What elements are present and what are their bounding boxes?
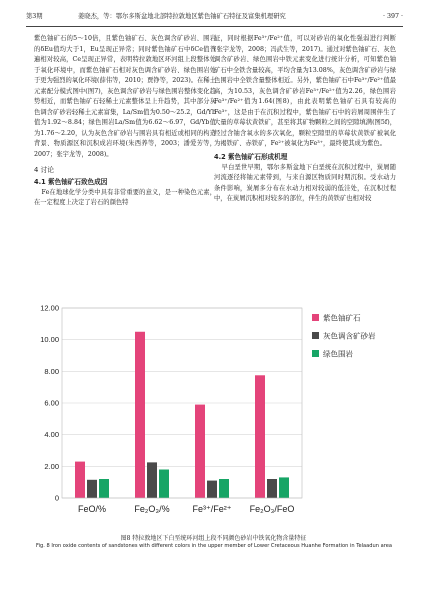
legend-label: 灰色调含矿砂岩 bbox=[323, 331, 376, 341]
section-heading: 4 讨论 bbox=[34, 165, 55, 174]
legend-label: 紫色铀矿石 bbox=[323, 313, 361, 323]
bar bbox=[87, 480, 97, 498]
legend-swatch bbox=[312, 332, 319, 339]
bar bbox=[195, 405, 205, 498]
bar bbox=[135, 332, 145, 498]
running-header bbox=[26, 12, 403, 27]
y-tick-label: 10.00 bbox=[40, 335, 59, 345]
bar bbox=[219, 479, 229, 498]
bar bbox=[75, 462, 85, 498]
bar bbox=[207, 481, 217, 498]
legend-swatch bbox=[312, 350, 319, 357]
x-tick-label: Fe³⁺/Fe²⁺ bbox=[192, 504, 232, 514]
chart-legend bbox=[312, 313, 376, 359]
y-tick-label: 0 bbox=[54, 493, 59, 503]
x-tick-label: Fe₂O₃/% bbox=[134, 504, 170, 514]
bar bbox=[99, 479, 109, 498]
running-title: 姜晓杰，等：鄂尔多斯盆地北部特拉敦地区紫色铀矿石特征及富集机理研究 bbox=[78, 13, 286, 20]
bar bbox=[267, 479, 277, 498]
paragraph: 征，同时根据Fe³⁺/Fe²⁺值，可以对砂岩的氧化性强弱进行判断(张宇龙等，2008；冯武生等，2017)。通过对紫色铀矿石、灰色调含矿砂岩、绿色围岩中铁元素变化进行统计分析，可知紫色铀矿石中全铁含量较高，平均含量为13.08%，灰色调含矿砂岩与绿色围岩中全铁含量整体相近。另外，紫色铀矿石中Fe³⁺/Fe²⁺值最高，为10.53，灰色调含矿砂岩Fe³⁺/Fe²⁺值为2.26，绿色围岩Fe³⁺/Fe²⁺值为1.64(图8)，由此表明紫色铀矿石具有较高的Fe³⁺，这是由于在沉积过程中，紫色铀矿石中的岩屑周围伴生了大量的草莓状黄铁矿，甚至将其矿物颗粒之间的空隙填满(图5f)，经过含铀含氧水的多次氧化，颗粒空隙里的草莓状黄铁矿被氧化为褐铁矿、赤铁矿，Fe²⁺被氧化为Fe³⁺，最终使其成为紫色。 bbox=[214, 35, 396, 148]
y-tick-label: 12.00 bbox=[40, 303, 59, 313]
bar bbox=[159, 470, 169, 499]
chart-grid bbox=[62, 308, 302, 498]
x-tick-label: FeO/% bbox=[77, 504, 107, 514]
bar bbox=[279, 477, 289, 498]
bar bbox=[147, 462, 157, 498]
issue-number: 第3期 bbox=[26, 13, 43, 20]
x-tick-label: Fe₂O₃/FeO bbox=[249, 504, 295, 514]
y-tick-label: 8.00 bbox=[44, 366, 59, 376]
y-tick-label: 6.00 bbox=[44, 398, 59, 408]
legend-label: 绿色围岩 bbox=[323, 349, 353, 359]
paragraph: Fe在地球化学分类中具有非常重要的意义，是一种染色元素，在一定程度上决定了岩石的颜色特 bbox=[34, 188, 216, 207]
subsection-heading: 4.1 紫色铀矿石致色成因 bbox=[34, 178, 108, 187]
legend-swatch bbox=[312, 314, 319, 321]
iron-oxide-bar-chart bbox=[34, 300, 399, 530]
y-tick-label: 2.00 bbox=[44, 461, 59, 471]
paragraph: 早白垩世早期，鄂尔多斯盆地下白垩统在沉积过程中，炭屑随河流逐径将铀元素带到，与来自源区物质同时期沉积。受水动力条件影响，炭屑多分布在水动力相对较弱的低洼处，在沉积过程中，在炭屑沉积相对较多的部位，伴生的黄铁矿也相对较 bbox=[214, 163, 396, 203]
page-number: · 397 · bbox=[382, 13, 403, 20]
y-tick-label: 4.00 bbox=[44, 430, 59, 440]
figure-caption-cn: 图8 特拉敦地区下白垩统环河组上段不同颜色砂岩中铁氧化物含量特征 bbox=[120, 535, 307, 542]
right-column bbox=[214, 34, 396, 205]
paragraph: 紫色铀矿石的5～10倍，且紫色铀矿石、灰色调含矿砂岩、围岩的δEu值均大于1，Eu呈现正异常；同时紫色铀矿石中δCe值普遍相对较高，Ce呈现正异常，表明特拉敦地区环河组上段整体处于氧化环境中，而紫色铀矿石相对灰色调含矿砂岩、绿色围岩处于更为强烈的氧化环境(薛伟等，2010；贾铮等，2023)。在稀土元素配分模式图中(图7)，灰色调含矿砂岩与绿色围岩整体变化趋势相近，而紫色铀矿石轻稀土元素整体呈上升趋势，其中部分灰色调含矿砂岩轻稀土元素富集，La/Sm值为0.50～25.2，Gd/Yb值为1.92～8.84；绿色围岩La/Sm值为6.62～6.97，Gd/Yb值为1.76～2.20，认为灰色含矿砂岩与围岩具有相近或相同的构造背景、物质源区和沉积成岩环境(朱西养等，2003；潘爱芳等，2007；张宇龙等，2008)。 bbox=[34, 35, 216, 159]
figure-caption-en: Fig. 8 Iron oxide contents of sandstones with different colors in the upper member of Lower Cretaceous Huanhe Formation in Telaadun area bbox=[36, 543, 392, 549]
subsection-heading: 4.2 紫色铀矿石形成机理 bbox=[214, 153, 288, 162]
bar bbox=[255, 375, 265, 498]
left-column bbox=[34, 34, 216, 209]
chart-bars bbox=[75, 332, 289, 498]
